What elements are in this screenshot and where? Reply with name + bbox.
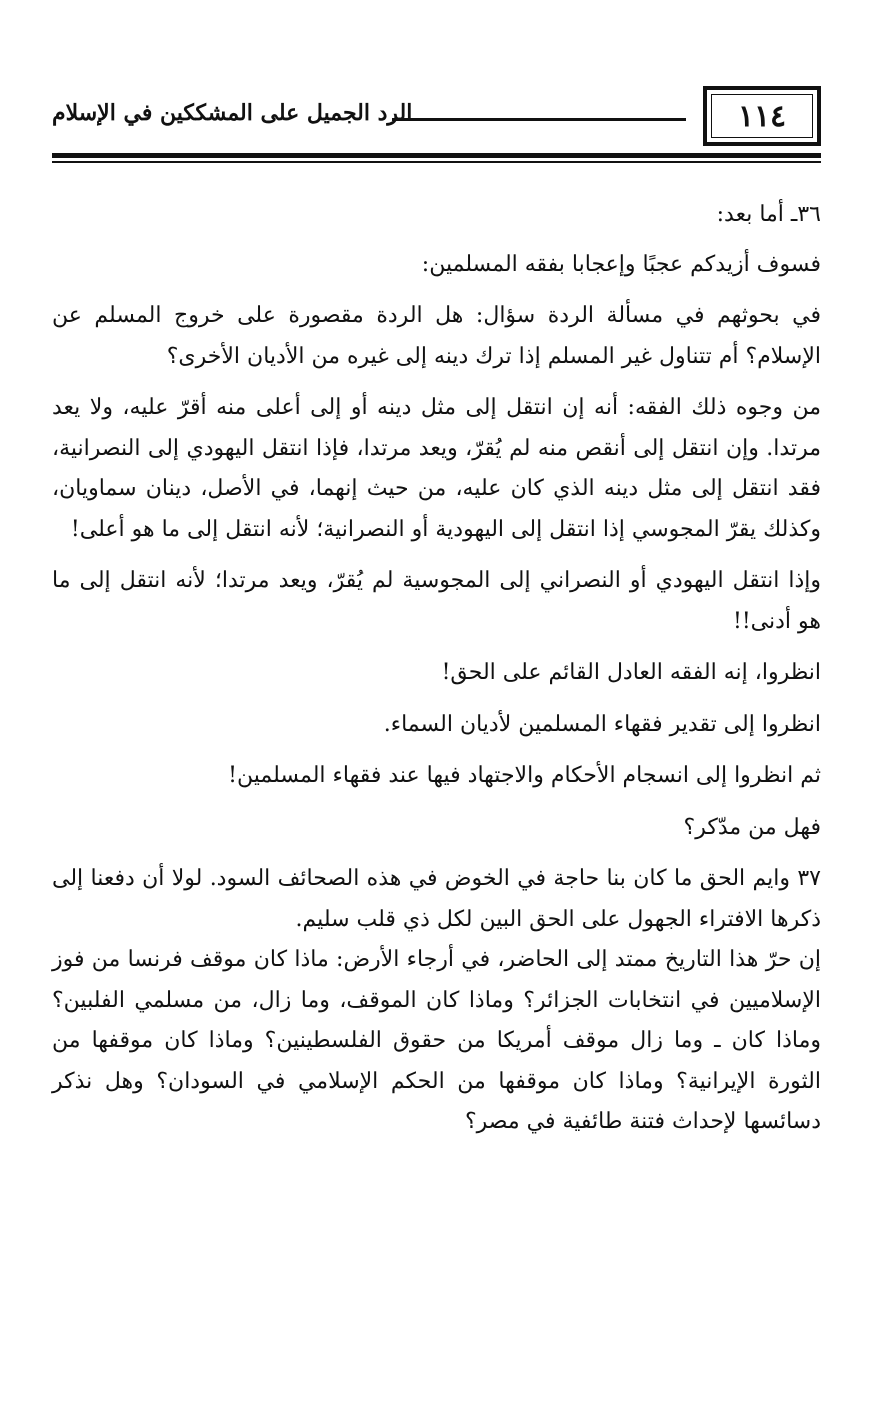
- paragraph: من وجوه ذلك الفقه: أنه إن انتقل إلى مثل دينه أو إلى أعلى منه أقرّ عليه، ولا يعد مرتدا. وإن انتقل إلى أنقص منه لم يُقرّ، ويعد مرتدا، فإذا انتقل اليهودي إلى النصرانية، فقد انتقل إلى مثل دينه الذي كان عليه، من حيث إنهما، في الأصل، دينان سماويان، وكذلك يقرّ المجوسي إذا انتقل إلى اليهودية أو النصرانية؛ لأنه انتقل إلى ما هو أعلى!: [52, 395, 821, 542]
- paragraph: انظروا إلى تقدير فقهاء المسلمين لأديان السماء.: [383, 711, 821, 737]
- running-header: [52, 86, 821, 156]
- paragraph: ثم انظروا إلى انسجام الأحكام والاجتهاد فيها عند فقهاء المسلمين!: [228, 763, 821, 788]
- paragraph: فهل من مدّكر؟: [683, 814, 821, 840]
- paragraph-section-37: ٣٧ وايم الحق ما كان بنا حاجة في الخوض في هذه الصحائف السود. لولا أن دفعنا إلى ذكرها الافتراء الجهول على الحق البين لكل ذي قلب سليم.: [52, 866, 821, 932]
- page-number-box: [703, 86, 821, 146]
- paragraph: في بحوثهم في مسألة الردة سؤال: هل الردة مقصورة على خروج المسلم عن الإسلام؟ أم تتناول غير المسلم إذا ترك دينه إلى غيره من الأديان الأخرى؟: [52, 303, 821, 369]
- paragraph-section-36-heading: ٣٦ـ أما بعد:: [716, 202, 821, 227]
- header-rule-thin: [52, 161, 821, 163]
- page-body: [52, 195, 821, 1154]
- book-title: الرد الجميل على المشككين في الإسلام: [52, 100, 413, 126]
- page-number: ١١٤: [737, 98, 787, 134]
- paragraph: انظروا، إنه الفقه العادل القائم على الحق!: [441, 660, 821, 685]
- title-dash-line: [392, 118, 686, 121]
- paragraph: إن حرّ هذا التاريخ ممتد إلى الحاضر، في أرجاء الأرض: ماذا كان موقف فرنسا من فوز الإسلاميين في انتخابات الجزائر؟ وماذا كان الموقف، وما زال، من مسلمي الفلبين؟ وماذا كان ـ وما زال موقف أمريكا من حقوق الفلسطينين؟ وماذا كان موقفها من الثورة الإيرانية؟ وماذا كان موقفها من الحكم الإسلامي في السودان؟ وهل نذكر دسائسها لإحداث فتنة طائفية في مصر؟: [52, 947, 821, 1134]
- paragraph: فسوف أزيدكم عجبًا وإعجابا بفقه المسلمين:: [421, 251, 821, 277]
- paragraph: وإذا انتقل اليهودي أو النصراني إلى المجوسية لم يُقرّ، ويعد مرتدا؛ لأنه انتقل إلى ما هو أدنى!!: [52, 568, 821, 634]
- header-rule-thick: [52, 153, 821, 158]
